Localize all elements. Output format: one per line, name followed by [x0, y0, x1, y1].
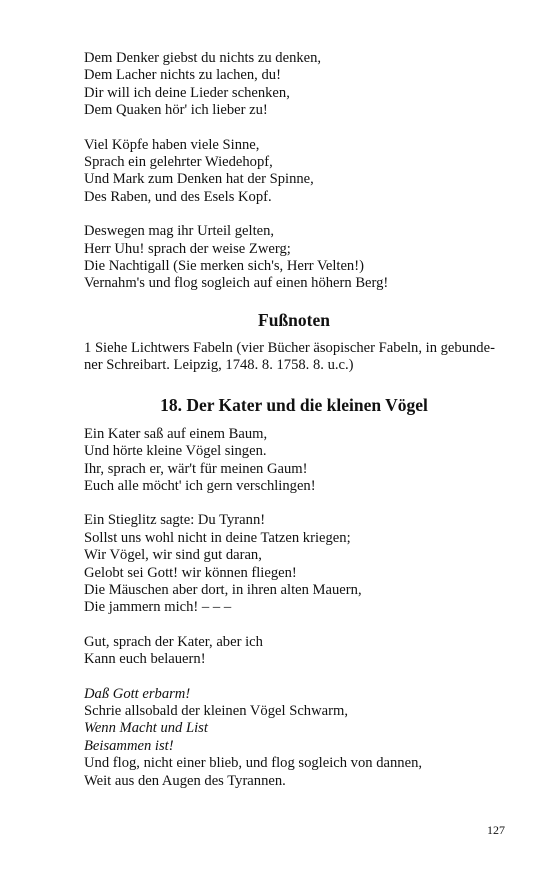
verse-line: Sprach ein gelehrter Wiedehopf, [84, 154, 273, 171]
verse-line: Dir will ich deine Lieder schenken, [84, 84, 290, 101]
verse-line: Dem Denker giebst du nichts zu denken, [84, 50, 322, 66]
stanza [84, 50, 504, 120]
verse-line: Euch alle möcht' ich gern verschlingen! [84, 477, 316, 494]
verse-line: Gut, sprach der Kater, aber ich [84, 633, 263, 650]
footnote-line: 1 Siehe Lichtwers Fabeln (vier Bücher äsopischer Fabeln, in gebunde- [84, 339, 495, 356]
page-number: 127 [487, 823, 505, 837]
verse-line: Und flog, nicht einer blieb, und flog sogleich von dannen, [84, 755, 423, 772]
verse-line-italic: Wenn Macht und List [84, 720, 208, 737]
verse-line: Kann euch belauern! [84, 651, 206, 668]
verse-line: Die Nachtigall (Sie merken sich's, Herr Velten!) [84, 258, 364, 275]
verse-line: Des Raben, und des Esels Kopf. [84, 188, 272, 205]
poem-title: 18. Der Kater und die kleinen Vögel [160, 394, 428, 415]
page-content [84, 50, 504, 790]
verse-line: Schrie allsobald der kleinen Vögel Schwarm, [84, 702, 348, 719]
verse-line: Ihr, sprach er, wär't für meinen Gaum! [84, 460, 308, 477]
verse-line: Weit aus den Augen des Tyrannen. [84, 772, 286, 789]
footnote-line: ner Schreibart. Leipzig, 1748. 8. 1758. 8. u.c.) [84, 357, 354, 374]
stanza [84, 223, 504, 293]
verse-line: Vernahm's und flog sogleich auf einen höhern Berg! [84, 275, 389, 292]
stanza [84, 137, 504, 207]
poem-continuation [84, 50, 504, 293]
stanza [84, 634, 504, 669]
verse-line: Und Mark zum Denken hat der Spinne, [84, 171, 314, 188]
poem-body [84, 426, 504, 790]
verse-line: Viel Köpfe haben viele Sinne, [84, 136, 260, 153]
verse-line: Deswegen mag ihr Urteil gelten, [84, 223, 275, 240]
verse-line: Dem Quaken hör' ich lieber zu! [84, 102, 268, 119]
stanza [84, 686, 504, 790]
verse-line: Gelobt sei Gott! wir können fliegen! [84, 564, 297, 581]
verse-line: Die Mäuschen aber dort, in ihren alten Mauern, [84, 581, 362, 598]
verse-line: Dem Lacher nichts zu lachen, du! [84, 67, 281, 84]
stanza [84, 426, 504, 496]
verse-line-italic: Beisammen ist! [84, 737, 174, 754]
verse-line: Ein Kater saß auf einem Baum, [84, 425, 268, 442]
verse-line: Ein Stieglitz sagte: Du Tyrann! [84, 512, 266, 529]
verse-line: Herr Uhu! sprach der weise Zwerg; [84, 240, 291, 257]
stanza [84, 512, 504, 616]
footnotes-heading: Fußnoten [258, 309, 330, 330]
footnote [84, 340, 504, 375]
verse-line: Wir Vögel, wir sind gut daran, [84, 547, 262, 564]
verse-line: Sollst uns wohl nicht in deine Tatzen kriegen; [84, 529, 351, 546]
verse-line: Die jammern mich! – – – [84, 599, 232, 616]
verse-line: Und hörte kleine Vögel singen. [84, 443, 267, 460]
verse-line-italic: Daß Gott erbarm! [84, 685, 191, 702]
